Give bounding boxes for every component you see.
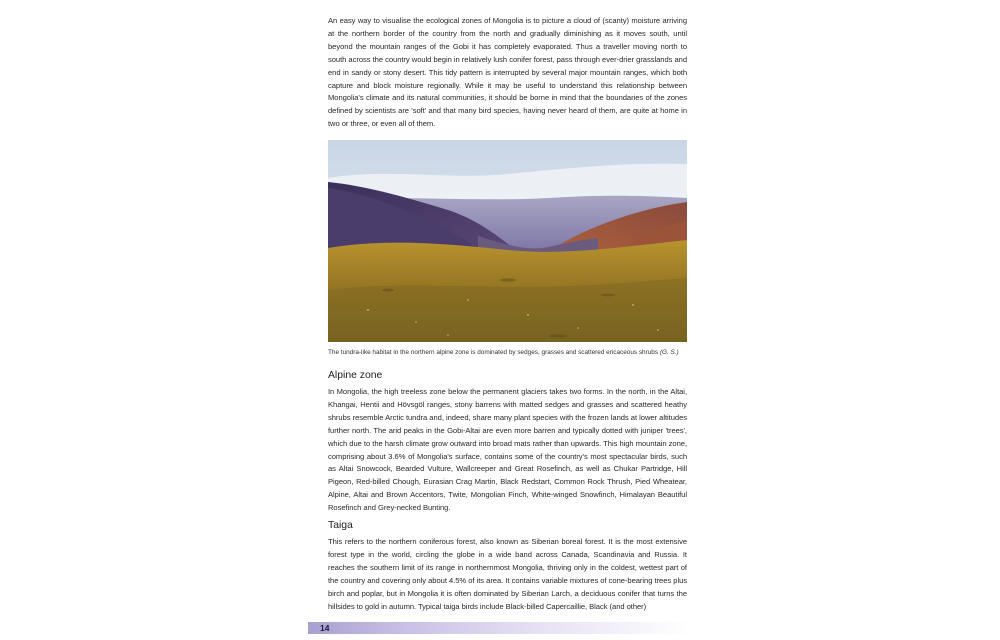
taiga-heading: Taiga xyxy=(328,520,353,531)
alpine-tundra-photo xyxy=(328,140,687,342)
page-number: 14 xyxy=(320,623,330,633)
footer-bar xyxy=(308,622,692,634)
intro-paragraph: An easy way to visualise the ecological zones of Mongolia is to picture a cloud of (scanty) moisture arriving at the northern border of the country from the north and gradually diminishing as it moves south, until beyond the mountain ranges of the Gobi it has completely evaporated. Thus a traveller moving north to south across the country would begin in relatively lush conifer forest, pass through ever-drier grasslands and end in sandy or stony desert. This tidy pattern is interrupted by several major mountain ranges, which both capture and block moisture regionally. While it may be useful to understand this relationship between Mongolia's climate and its natural communities, it should be borne in mind that the boundaries of the zones defined by scientists are 'soft' and that many bird species, having never heard of them, are quite at home in two or three, or even all of them. xyxy=(328,16,687,129)
alpine-zone-heading: Alpine zone xyxy=(328,370,383,381)
caption-text: The tundra-like habitat in the northern alpine zone is dominated by sedges, grasses and scattered ericaceous shrubs xyxy=(328,349,659,356)
photo-caption xyxy=(328,348,687,358)
photo-credit: (G. S.) xyxy=(659,349,679,356)
alpine-zone-paragraph: In Mongolia, the high treeless zone below the permanent glaciers takes two forms. In the north, in the Altai, Khangai, Hentii and Hövsgöl ranges, stony barrens with matted sedges and grasses and scattered heathy shrubs resemble Arctic tundra and, indeed, share many plant species with the frozen lands at lower altitudes further north. The arid peaks in the Gobi-Altai are even more barren and typically dotted with juniper 'trees', which due to the harsh climate grow outward into broad mats rather than upwards. This high mountain zone, comprising about 3.6% of Mongolia's surface, contains some of the country's most spectacular birds, such as Altai Snowcock, Bearded Vulture, Wallcreeper and Great Rosefinch, as well as Chukar Partridge, Hill Pigeon, Red-billed Chough, Eurasian Crag Martin, Black Redstart, Common Rock Thrush, Pied Wheatear, Alpine, Altai and Brown Accentors, Twite, Mongolian Finch, White-winged Snowfinch, Himalayan Beautiful Rosefinch and Grey-necked Bunting. xyxy=(328,387,687,513)
taiga-paragraph: This refers to the northern coniferous forest, also known as Siberian boreal forest. It is the most extensive forest type in the world, circling the globe in a wide band across Canada, Scandinavia and Russia. It reaches the southern limit of its range in northernmost Mongolia, thriving only in the coldest, wettest part of the country and covering only about 4.5% of its area. It contains variable mixtures of cone-bearing trees plus birch and poplar, but in Mongolia it is often dominated by Siberian Larch, a deciduous conifer that turns the hillsides to gold in autumn. Typical taiga birds include Black-billed Capercaillie, Black (and other) xyxy=(328,537,687,611)
